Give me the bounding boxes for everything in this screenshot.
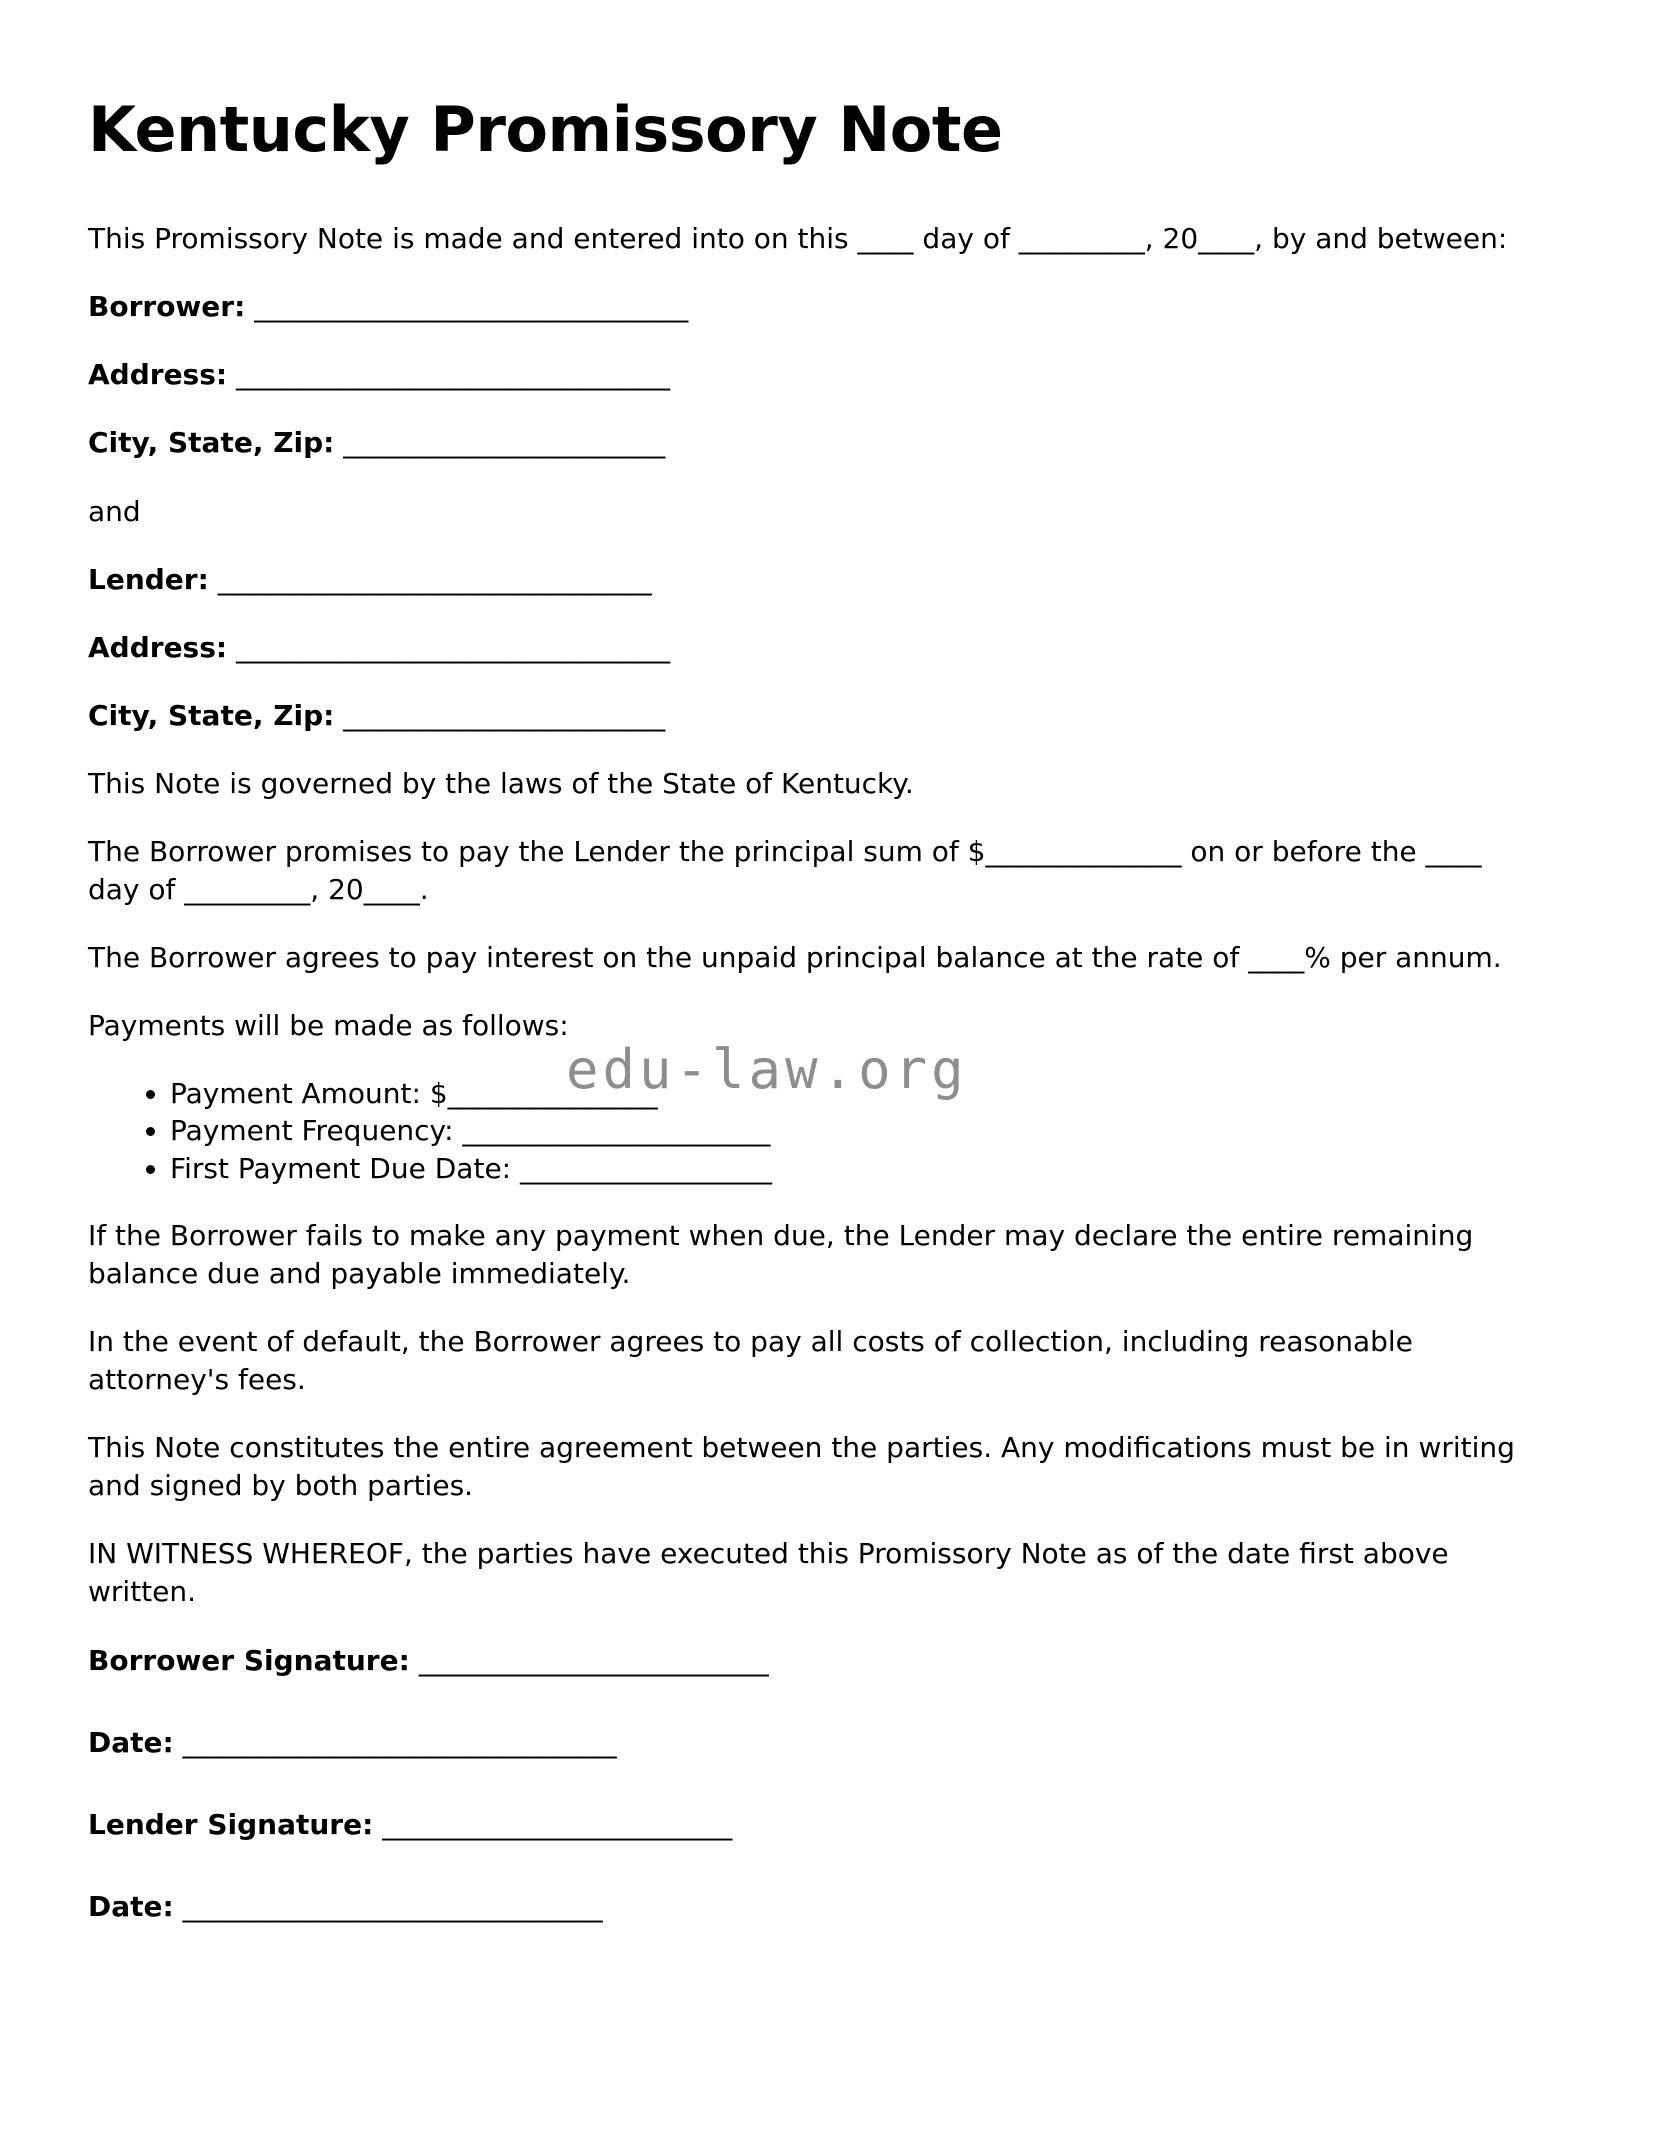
field-blank-borrower-date[interactable]: _______________________________ — [173, 1725, 617, 1759]
witness-whereof-paragraph: IN WITNESS WHEREOF, the parties have executed this Promissory Note as of the date first above written. — [88, 1537, 1449, 1609]
field-lender-date — [88, 1888, 1536, 1926]
field-blank-lender[interactable]: _______________________________ — [208, 562, 652, 596]
field-label-borrower-address: Address: — [88, 358, 228, 392]
field-blank-borrower-csz[interactable]: _______________________ — [334, 426, 666, 460]
field-blank-borrower[interactable]: _______________________________ — [245, 290, 689, 324]
payment-terms-list — [88, 1075, 1536, 1187]
field-label-borrower: Borrower: — [88, 290, 246, 324]
page-title: Kentucky Promissory Note — [88, 93, 1003, 166]
field-label-lender: Lender: — [88, 562, 209, 596]
field-borrower-date — [88, 1724, 1536, 1762]
field-blank-borrower-signature[interactable]: _________________________ — [409, 1643, 769, 1677]
document-content — [88, 93, 1536, 1970]
field-lender-name — [88, 561, 1536, 599]
list-item[interactable]: • Payment Amount: $_______________ — [170, 1075, 1536, 1112]
list-item[interactable]: • Payment Frequency: ______________________ — [170, 1112, 1536, 1149]
field-label-borrower-signature: Borrower Signature: — [88, 1643, 410, 1677]
entire-agreement-paragraph: This Note constitutes the entire agreement between the parties. Any modifications must be in writing and signed by both parties. — [88, 1431, 1515, 1503]
field-lender-signature — [88, 1806, 1536, 1844]
field-blank-lender-date[interactable]: ______________________________ — [173, 1889, 603, 1923]
field-blank-lender-csz[interactable]: _______________________ — [334, 698, 666, 732]
field-label-lender-date: Date: — [88, 1889, 174, 1923]
governing-law-paragraph: This Note is governed by the laws of the State of Kentucky. — [88, 766, 914, 800]
field-label-lender-csz: City, State, Zip: — [88, 698, 335, 732]
collection-costs-paragraph: In the event of default, the Borrower agrees to pay all costs of collection, including reasonable attorney's fees. — [88, 1325, 1413, 1397]
field-borrower-city-state-zip — [88, 424, 1536, 462]
field-lender-city-state-zip — [88, 697, 1536, 735]
field-label-lender-address: Address: — [88, 630, 228, 664]
field-blank-lender-signature[interactable]: _________________________ — [373, 1807, 733, 1841]
field-blank-lender-address[interactable]: _______________________________ — [227, 630, 670, 664]
field-label-lender-signature: Lender Signature: — [88, 1807, 374, 1841]
site-watermark: edu-law.org — [566, 1038, 968, 1101]
signature-block — [88, 1642, 1536, 1926]
intro-paragraph: This Promissory Note is made and entered into on this ____ day of _________, 20____, by and between: — [88, 222, 1508, 256]
field-borrower-address — [88, 356, 1536, 394]
default-clause-paragraph: If the Borrower fails to make any payment when due, the Lender may declare the entire remaining balance due and payable immediately. — [88, 1218, 1474, 1290]
interest-rate-paragraph: The Borrower agrees to pay interest on the unpaid principal balance at the rate of ____% per annum. — [88, 941, 1502, 975]
field-label-borrower-csz: City, State, Zip: — [88, 426, 335, 460]
field-borrower-name — [88, 288, 1536, 326]
list-item[interactable]: • First Payment Due Date: __________________ — [170, 1150, 1536, 1187]
field-blank-borrower-address[interactable]: _______________________________ — [227, 358, 670, 392]
conjunction-and: and — [88, 494, 141, 528]
principal-sum-paragraph: The Borrower promises to pay the Lender the principal sum of $______________ on or before the ____ day of _________, 20____. — [88, 834, 1482, 906]
payments-intro-paragraph: Payments will be made as follows: — [88, 1009, 569, 1043]
field-borrower-signature — [88, 1642, 1536, 1680]
field-label-borrower-date: Date: — [88, 1725, 174, 1759]
field-lender-address — [88, 629, 1536, 667]
